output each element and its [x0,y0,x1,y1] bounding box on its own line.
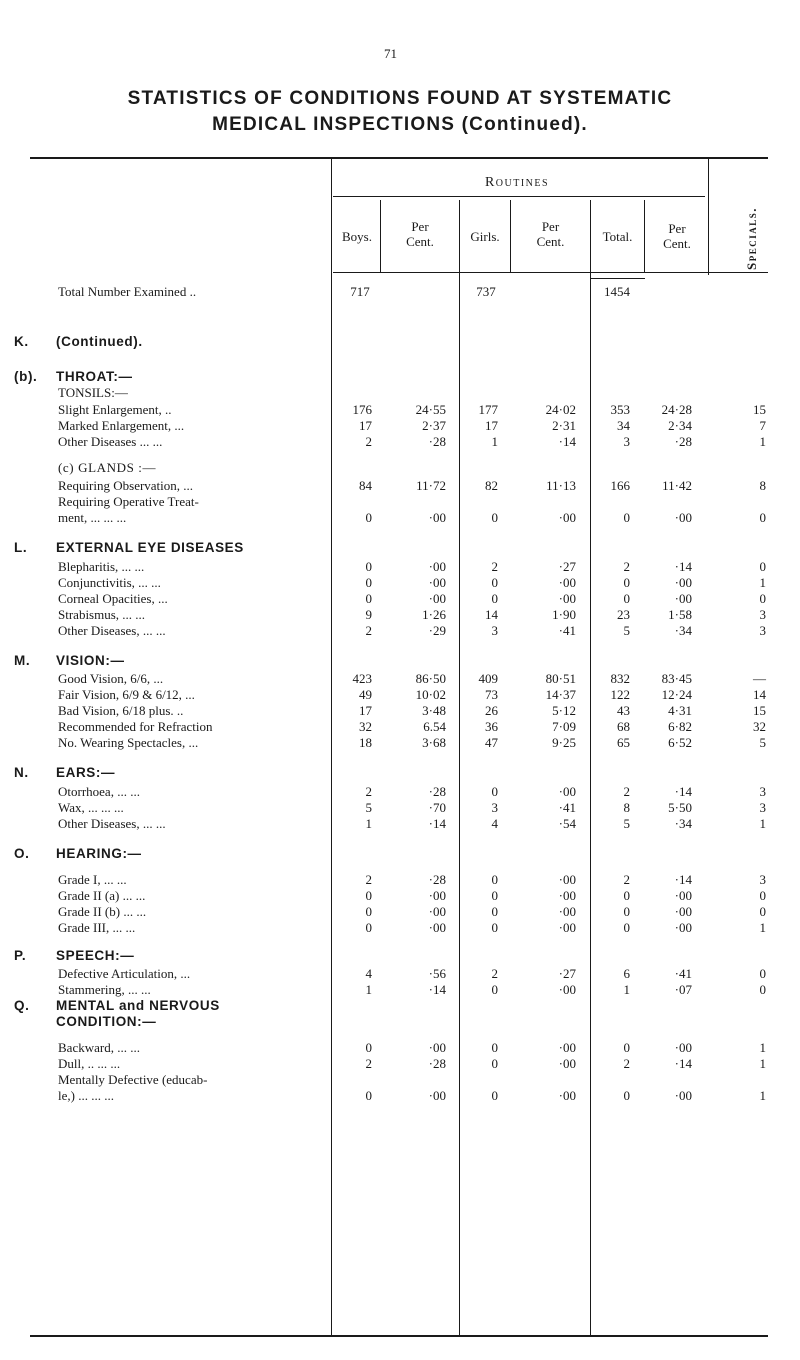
row-value: 4 [365,966,372,981]
section-name: (Continued). [56,334,143,349]
row-value: ·14 [674,1056,692,1071]
row-value: 3·68 [422,735,446,750]
row-value: 0 [623,1088,630,1103]
row-value: 0 [623,510,630,525]
row-value: ·00 [558,904,576,919]
row-value: 2 [365,434,372,449]
row-value: 2 [623,559,630,574]
row-value: 6·52 [668,735,692,750]
section-letter: N. [14,765,29,780]
row-value: ·41 [674,966,692,981]
row-value: 68 [617,719,630,734]
row-value: 0 [759,966,766,981]
row-value: ·00 [428,1040,446,1055]
section-subheading: (c) GLANDS :— [58,460,157,475]
row-value: 2 [365,872,372,887]
total-examined-label: Total Number Examined .. [58,284,197,299]
row-value: 0 [491,904,498,919]
section-name: SPEECH:— [56,948,135,963]
row-label: Good Vision, 6/6, ... [58,671,164,686]
table-row [0,800,800,816]
row-value: 14 [753,687,766,702]
row-value: ·27 [558,559,576,574]
col-divider-total [644,200,645,272]
total-header: Total. [602,229,633,244]
table-row [0,703,800,719]
table-row [0,494,800,510]
col-divider-boys [380,200,381,272]
row-value: 1 [365,982,372,997]
row-value: 1 [759,575,766,590]
row-value: 32 [359,719,372,734]
row-label: Other Diseases, ... ... [58,816,166,831]
section-name: THROAT:— [56,369,133,384]
header-bottom-rule [333,272,768,273]
row-value: 5 [759,735,766,750]
row-value: 3 [623,434,630,449]
row-value: 1 [759,1040,766,1055]
row-value: 1·90 [552,607,576,622]
row-value: 14 [485,607,498,622]
page-subtitle: MEDICAL INSPECTIONS (Continued). [212,114,588,135]
table-row [0,1072,800,1088]
row-value: 177 [478,402,498,417]
row-value: ·00 [428,1088,446,1103]
row-value: 0 [491,591,498,606]
row-value: ·28 [428,784,446,799]
table-row [0,888,800,904]
row-value: 5·12 [552,703,576,718]
row-value: 1 [365,816,372,831]
row-value: 83·45 [661,671,692,686]
row-value: 3 [491,623,498,638]
row-value: 0 [759,510,766,525]
table-row [0,872,800,888]
row-value: 0 [759,982,766,997]
row-label: Dull, .. ... ... [58,1056,121,1071]
row-value: ·27 [558,966,576,981]
row-value: ·00 [428,904,446,919]
row-value: ·28 [428,434,446,449]
row-value: ·00 [428,920,446,935]
row-value: 2·37 [422,418,446,433]
row-value: 0 [365,575,372,590]
row-label: Backward, ... ... [58,1040,140,1055]
row-value: — [753,671,766,686]
row-label: Recommended for Refraction [58,719,213,734]
row-value: 1·58 [668,607,692,622]
row-value: 0 [491,888,498,903]
row-value: 0 [365,888,372,903]
row-value: 24·02 [545,402,576,417]
row-value: ·00 [674,920,692,935]
row-label: Marked Enlargement, ... [58,418,185,433]
total-examined-girls: 737 [476,284,496,299]
section-subheading: TONSILS:— [58,385,128,400]
row-value: 122 [610,687,630,702]
row-label: Conjunctivitis, ... ... [58,575,161,590]
row-value: 84 [359,478,372,493]
row-value: 3 [759,784,766,799]
row-label: No. Wearing Spectacles, ... [58,735,199,750]
table-row [0,816,800,832]
row-value: 2 [365,623,372,638]
row-value: ·00 [674,575,692,590]
row-value: ·00 [558,1040,576,1055]
row-value: 0 [365,920,372,935]
section-name: EARS:— [56,765,116,780]
section-letter: L. [14,540,28,555]
table-row [0,402,800,418]
row-value: ·14 [674,559,692,574]
row-value: 3·48 [422,703,446,718]
section-letter: (b). [14,369,38,384]
row-value: ·07 [674,982,692,997]
row-value: 0 [491,1088,498,1103]
row-value: 1·26 [422,607,446,622]
routines-underline [333,196,705,197]
table-row [0,607,800,623]
row-value: ·41 [558,623,576,638]
row-value: ·00 [558,575,576,590]
row-value: 2·34 [668,418,692,433]
row-value: 5 [623,816,630,831]
row-value: 11·72 [416,478,446,493]
row-value: 0 [491,982,498,997]
row-value: 1 [759,920,766,935]
row-value: 86·50 [415,671,446,686]
row-label: Grade II (a) ... ... [58,888,146,903]
table-row [0,575,800,591]
table-row [0,904,800,920]
row-value: 423 [352,671,372,686]
per-cent-girls-header: Per Cent. [536,219,565,249]
row-label: ment, ... ... ... [58,510,127,525]
row-value: 1 [491,434,498,449]
row-value: ·00 [558,872,576,887]
row-value: 0 [759,559,766,574]
row-value: ·14 [428,982,446,997]
row-value: 8 [759,478,766,493]
row-value: 0 [491,872,498,887]
row-value: ·14 [674,784,692,799]
row-value: 6·82 [668,719,692,734]
row-value: ·00 [428,591,446,606]
row-value: 0 [365,559,372,574]
table-row [0,478,800,494]
row-value: ·00 [428,510,446,525]
row-value: 43 [617,703,630,718]
row-value: 80·51 [545,671,576,686]
table-bottom-rule [30,1335,768,1337]
row-value: 0 [365,1040,372,1055]
row-value: 2 [491,559,498,574]
row-value: ·00 [558,784,576,799]
table-row [0,735,800,751]
section-heading-continued: CONDITION:— [56,1014,157,1029]
row-label: Grade I, ... ... [58,872,127,887]
row-value: 73 [485,687,498,702]
row-value: ·00 [428,888,446,903]
row-value: ·00 [558,982,576,997]
row-value: 3 [759,623,766,638]
row-value: 0 [759,591,766,606]
row-value: ·28 [428,872,446,887]
row-value: 1 [759,434,766,449]
table-row [0,966,800,982]
row-value: 15 [753,703,766,718]
row-value: ·00 [674,591,692,606]
row-value: ·70 [428,800,446,815]
row-value: 353 [610,402,630,417]
row-value: ·00 [674,904,692,919]
page-title: STATISTICS OF CONDITIONS FOUND AT SYSTEMATIC [127,88,673,109]
table-row [0,559,800,575]
row-value: ·29 [428,623,446,638]
row-value: 0 [491,510,498,525]
row-value: 832 [610,671,630,686]
row-value: 6 [623,966,630,981]
row-label: Slight Enlargement, .. [58,402,172,417]
row-value: 2 [623,784,630,799]
table-row [0,1056,800,1072]
table-top-rule [30,157,768,159]
row-value: 17 [359,418,372,433]
row-label: Requiring Observation, ... [58,478,194,493]
row-label: Other Diseases, ... ... [58,623,166,638]
table-row [0,671,800,687]
row-label: Grade III, ... ... [58,920,136,935]
row-value: 0 [623,888,630,903]
table-row [0,1040,800,1056]
row-value: ·34 [674,816,692,831]
row-value: ·00 [674,1040,692,1055]
row-value: 7·09 [552,719,576,734]
row-value: ·56 [428,966,446,981]
col-divider-specials [708,157,709,275]
row-value: 23 [617,607,630,622]
row-value: 24·55 [415,402,446,417]
col-divider-girls [510,200,511,272]
row-label: Otorrhoea, ... ... [58,784,140,799]
row-value: 36 [485,719,498,734]
row-value: 3 [759,800,766,815]
row-value: 1 [759,816,766,831]
col-divider-pc2 [590,200,591,1337]
row-value: 1 [623,982,630,997]
per-cent-boys-header: Per Cent. [406,219,434,249]
row-value: 0 [365,510,372,525]
row-value: 24·28 [661,402,692,417]
routines-header: Routines [484,175,550,190]
table-row [0,591,800,607]
table-row [0,1088,800,1104]
row-value: ·34 [674,623,692,638]
row-value: 3 [759,872,766,887]
row-value: 166 [610,478,630,493]
per-cent-total-header: Per Cent. [663,221,691,251]
row-value: 12·24 [661,687,692,702]
row-value: 0 [365,904,372,919]
row-value: 0 [623,575,630,590]
table-row [0,784,800,800]
section-letter: K. [14,334,29,349]
section-letter: M. [14,653,31,668]
row-value: 5 [365,800,372,815]
row-value: 32 [753,719,766,734]
table-row [0,982,800,998]
row-value: 15 [753,402,766,417]
row-value: ·28 [674,434,692,449]
row-value: 8 [623,800,630,815]
row-value: 2 [365,1056,372,1071]
row-value: 10·02 [415,687,446,702]
row-label: Grade II (b) ... ... [58,904,147,919]
table-row [0,920,800,936]
row-value: ·14 [428,816,446,831]
row-value: ·00 [558,591,576,606]
row-value: 1 [759,1056,766,1071]
row-value: ·00 [674,888,692,903]
row-value: ·00 [558,888,576,903]
section-name: MENTAL and NERVOUS [56,998,220,1013]
row-value: 47 [485,735,498,750]
row-value: 11·42 [662,478,692,493]
row-value: 34 [617,418,630,433]
row-value: ·00 [558,1088,576,1103]
row-value: 0 [623,920,630,935]
row-value: 0 [365,591,372,606]
col-divider-pc1 [459,200,460,1337]
row-value: 0 [365,1088,372,1103]
row-value: 1 [759,1088,766,1103]
total-examined-boys: 717 [350,284,370,299]
row-value: 4 [491,816,498,831]
section-letter: P. [14,948,27,963]
row-value: 2·31 [552,418,576,433]
section-letter: O. [14,846,30,861]
row-value: 9 [365,607,372,622]
table-row [0,623,800,639]
row-label: Stammering, ... ... [58,982,151,997]
section-name: EXTERNAL EYE DISEASES [56,540,244,555]
table-row [0,434,800,450]
row-value: 26 [485,703,498,718]
row-label: Corneal Opacities, ... [58,591,168,606]
row-value: ·00 [558,920,576,935]
row-value: 2 [623,872,630,887]
page-number: 71 [384,46,397,61]
row-value: 17 [359,703,372,718]
row-value: 409 [478,671,498,686]
row-value: 7 [759,418,766,433]
row-value: 0 [491,784,498,799]
row-value: 0 [491,920,498,935]
row-value: 11·13 [546,478,576,493]
row-value: ·14 [558,434,576,449]
row-value: 2 [623,1056,630,1071]
row-value: 65 [617,735,630,750]
row-value: 6.54 [423,719,446,734]
row-value: ·00 [428,575,446,590]
row-value: 49 [359,687,372,702]
row-value: ·14 [674,872,692,887]
table-row [0,418,800,434]
table-row [0,687,800,703]
row-value: 14·37 [545,687,576,702]
row-label: Bad Vision, 6/18 plus. .. [58,703,184,718]
row-value: ·00 [428,559,446,574]
row-value: 2 [365,784,372,799]
row-label: Wax, ... ... ... [58,800,124,815]
row-value: 0 [491,1056,498,1071]
row-value: 17 [485,418,498,433]
row-value: 9·25 [552,735,576,750]
row-label: Requiring Operative Treat- [58,494,199,509]
table-row [0,719,800,735]
row-value: ·00 [674,510,692,525]
specials-header: Specials. [744,207,759,270]
row-value: ·28 [428,1056,446,1071]
row-value: ·41 [558,800,576,815]
row-value: 82 [485,478,498,493]
row-value: 0 [491,575,498,590]
row-value: 0 [623,1040,630,1055]
row-value: ·00 [558,510,576,525]
section-name: HEARING:— [56,846,142,861]
row-value: ·00 [558,1056,576,1071]
section-letter: Q. [14,998,30,1013]
row-value: 3 [759,607,766,622]
row-value: 2 [491,966,498,981]
row-value: ·00 [674,1088,692,1103]
row-value: 0 [623,591,630,606]
row-label: le,) ... ... ... [58,1088,114,1103]
row-label: Defective Articulation, ... [58,966,191,981]
row-label: Blepharitis, ... ... [58,559,145,574]
row-value: 5·50 [668,800,692,815]
girls-header: Girls. [470,229,500,244]
row-value: 0 [491,1040,498,1055]
row-value: 0 [623,904,630,919]
section-name: VISION:— [56,653,125,668]
row-label: Strabismus, ... ... [58,607,146,622]
row-value: 3 [491,800,498,815]
row-label: Other Diseases ... ... [58,434,163,449]
row-value: ·54 [558,816,576,831]
row-value: 176 [352,402,372,417]
total-examined-total: 1454 [604,284,630,299]
table-row [0,510,800,526]
row-value: 4·31 [668,703,692,718]
boys-header: Boys. [342,229,372,244]
row-value: 0 [759,904,766,919]
total-box-rule [590,278,645,279]
row-label: Mentally Defective (educab- [58,1072,208,1087]
row-value: 18 [359,735,372,750]
row-value: 0 [759,888,766,903]
row-label: Fair Vision, 6/9 & 6/12, ... [58,687,195,702]
row-value: 5 [623,623,630,638]
